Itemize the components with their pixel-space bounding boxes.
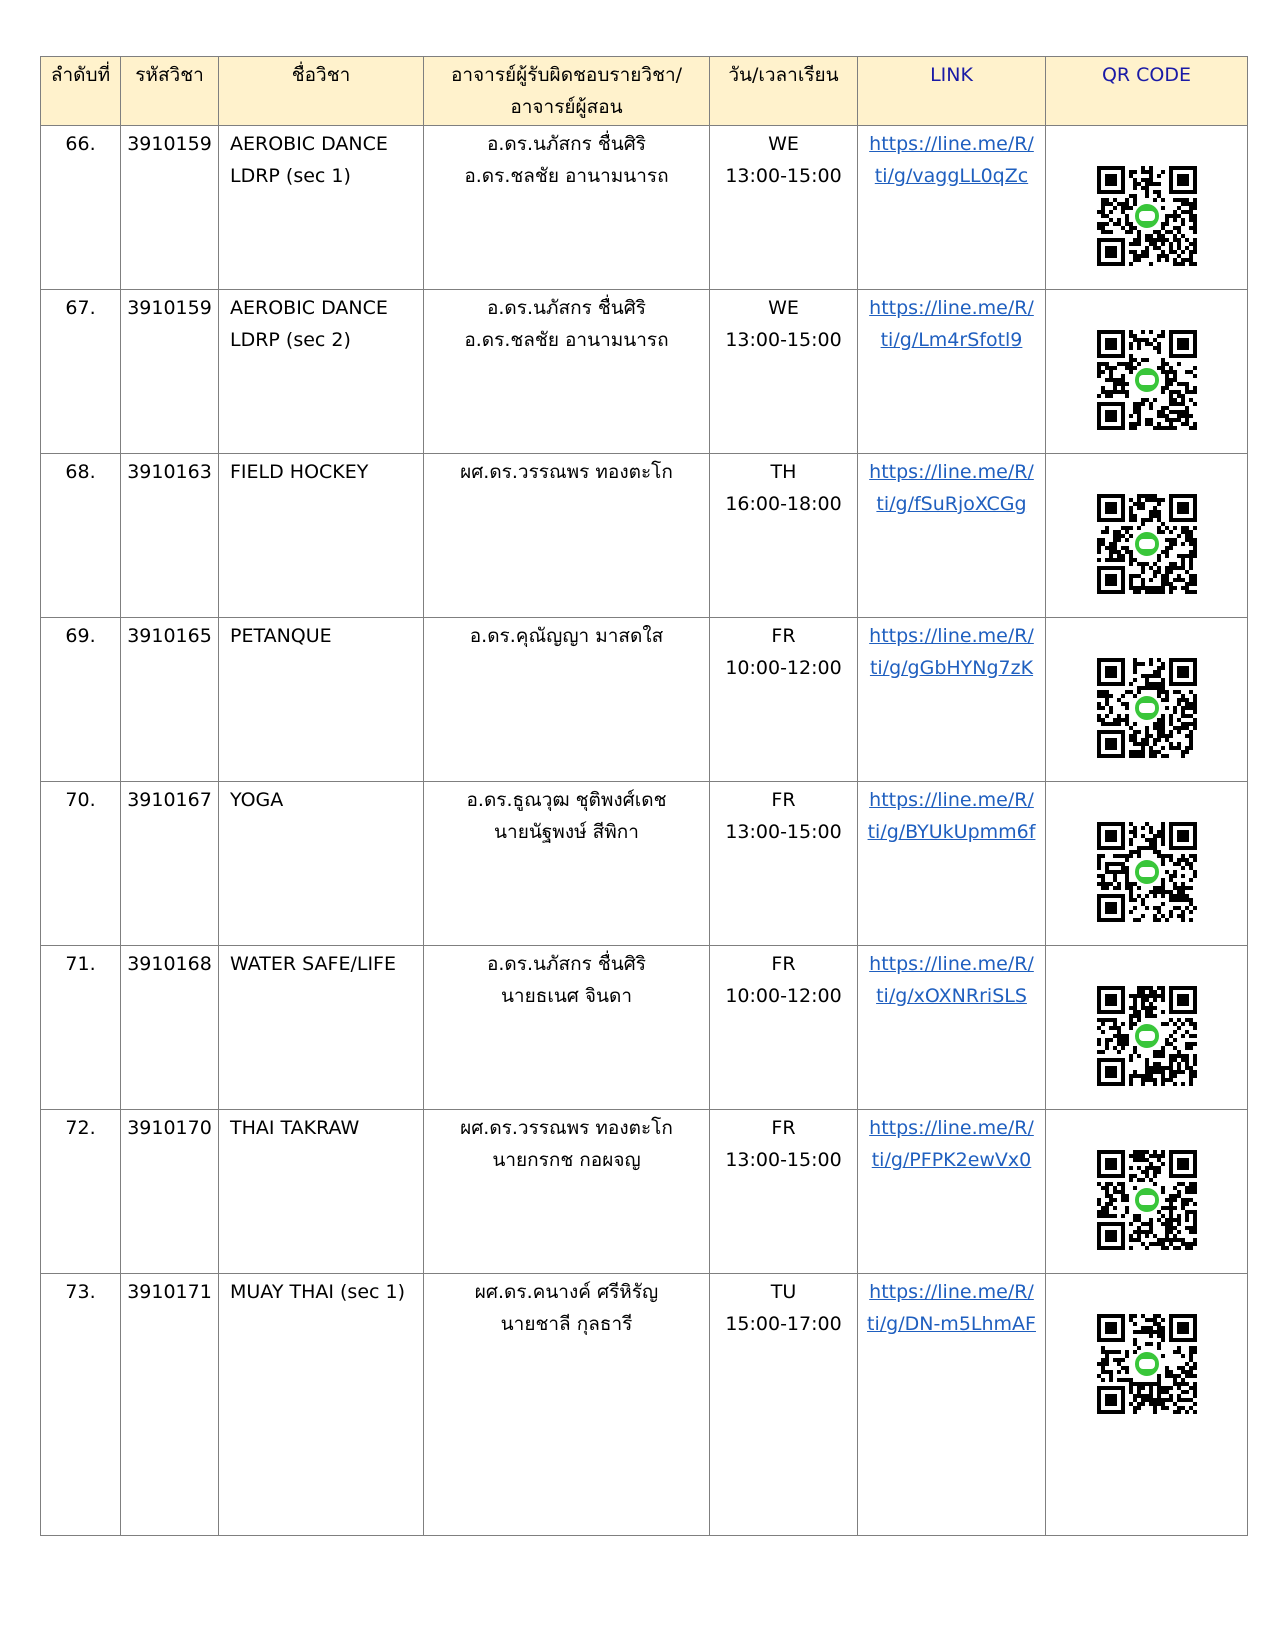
table-row bbox=[41, 618, 1248, 782]
instructor-1: อ.ดร.คุณัญญา มาสดใส bbox=[469, 625, 664, 647]
course-name-line1: FIELD HOCKEY bbox=[230, 461, 369, 483]
instructors bbox=[424, 782, 710, 946]
line-link[interactable] bbox=[858, 946, 1046, 1110]
schedule bbox=[710, 618, 858, 782]
schedule-time: 10:00-12:00 bbox=[725, 985, 842, 1007]
instructor-1: อ.ดร.นภัสกร ชื่นศิริ bbox=[486, 953, 647, 975]
header-row bbox=[41, 57, 1248, 126]
course-code: 3910159 bbox=[121, 126, 219, 290]
schedule bbox=[710, 946, 858, 1110]
course-name-line1: YOGA bbox=[230, 789, 284, 811]
qr-cell bbox=[1046, 1274, 1248, 1536]
course-name bbox=[219, 454, 424, 618]
header-instructor bbox=[424, 57, 710, 126]
line-link[interactable] bbox=[858, 1110, 1046, 1274]
course-name-line1: AEROBIC DANCE bbox=[230, 297, 388, 319]
instructor-1: ผศ.ดร.วรรณพร ทองตะโก bbox=[460, 461, 673, 483]
schedule-day: FR bbox=[771, 625, 796, 647]
table-row bbox=[41, 782, 1248, 946]
instructors bbox=[424, 290, 710, 454]
line-link[interactable] bbox=[858, 126, 1046, 290]
schedule-day: TU bbox=[770, 1281, 797, 1303]
course-code: 3910159 bbox=[121, 290, 219, 454]
instructor-2: อ.ดร.ชลชัย อานามนารถ bbox=[464, 329, 669, 351]
line-qr-code-icon bbox=[1095, 494, 1199, 598]
schedule-day: FR bbox=[771, 953, 796, 975]
schedule-time: 15:00-17:00 bbox=[725, 1313, 842, 1335]
schedule-day: FR bbox=[771, 1117, 796, 1139]
line-link[interactable] bbox=[858, 618, 1046, 782]
instructors bbox=[424, 1110, 710, 1274]
course-name bbox=[219, 618, 424, 782]
instructors bbox=[424, 1274, 710, 1536]
course-name-line2: LDRP (sec 1) bbox=[230, 165, 351, 187]
instructor-1: อ.ดร.นภัสกร ชื่นศิริ bbox=[486, 297, 647, 319]
line-link-part2[interactable]: ti/g/PFPK2ewVx0 bbox=[871, 1149, 1032, 1171]
instructors bbox=[424, 946, 710, 1110]
line-link-part1[interactable]: https://line.me/R/ bbox=[869, 789, 1034, 811]
instructor-2: อ.ดร.ชลชัย อานามนารถ bbox=[464, 165, 669, 187]
schedule-day: WE bbox=[768, 297, 799, 319]
qr-cell bbox=[1046, 618, 1248, 782]
instructor-2: นายชาลี กุลธารี bbox=[500, 1313, 633, 1335]
line-link-part2[interactable]: ti/g/fSuRjoXCGg bbox=[876, 493, 1027, 515]
header-instructor-line1: อาจารย์ผู้รับผิดชอบรายวิชา/ bbox=[450, 64, 683, 86]
line-qr-code-icon bbox=[1095, 822, 1199, 926]
qr-cell bbox=[1046, 1110, 1248, 1274]
instructor-2: นายธเนศ จินดา bbox=[500, 985, 633, 1007]
instructor-1: ผศ.ดร.วรรณพร ทองตะโก bbox=[460, 1117, 673, 1139]
line-qr-code-icon bbox=[1095, 986, 1199, 1090]
header-code: รหัสวิชา bbox=[121, 57, 219, 126]
course-name-line1: PETANQUE bbox=[230, 625, 332, 647]
course-name bbox=[219, 782, 424, 946]
schedule-time: 13:00-15:00 bbox=[725, 1149, 842, 1171]
schedule bbox=[710, 1274, 858, 1536]
row-number: 70. bbox=[41, 782, 121, 946]
header-link: LINK bbox=[858, 57, 1046, 126]
course-name bbox=[219, 1110, 424, 1274]
schedule bbox=[710, 1110, 858, 1274]
line-link[interactable] bbox=[858, 454, 1046, 618]
schedule-time: 13:00-15:00 bbox=[725, 821, 842, 843]
qr-cell bbox=[1046, 126, 1248, 290]
line-link-part1[interactable]: https://line.me/R/ bbox=[869, 1117, 1034, 1139]
course-name bbox=[219, 290, 424, 454]
line-link[interactable] bbox=[858, 1274, 1046, 1536]
table-row bbox=[41, 946, 1248, 1110]
header-time: วัน/เวลาเรียน bbox=[710, 57, 858, 126]
course-name bbox=[219, 1274, 424, 1536]
qr-cell bbox=[1046, 946, 1248, 1110]
table-row bbox=[41, 1110, 1248, 1274]
table-row bbox=[41, 1274, 1248, 1536]
row-number: 72. bbox=[41, 1110, 121, 1274]
table-row bbox=[41, 126, 1248, 290]
line-qr-code-icon bbox=[1095, 1150, 1199, 1254]
course-code: 3910163 bbox=[121, 454, 219, 618]
course-name bbox=[219, 946, 424, 1110]
header-name: ชื่อวิชา bbox=[219, 57, 424, 126]
schedule-day: TH bbox=[770, 461, 797, 483]
schedule-time: 13:00-15:00 bbox=[725, 165, 842, 187]
line-link-part2[interactable]: ti/g/xOXNRriSLS bbox=[876, 985, 1027, 1007]
course-name-line1: THAI TAKRAW bbox=[230, 1117, 360, 1139]
course-name-line1: WATER SAFE/LIFE bbox=[230, 953, 396, 975]
schedule-day: WE bbox=[768, 133, 799, 155]
instructors bbox=[424, 454, 710, 618]
instructors bbox=[424, 618, 710, 782]
course-name bbox=[219, 126, 424, 290]
line-link-part1[interactable]: https://line.me/R/ bbox=[869, 297, 1034, 319]
schedule bbox=[710, 126, 858, 290]
qr-cell bbox=[1046, 454, 1248, 618]
line-link[interactable] bbox=[858, 782, 1046, 946]
line-link-part1[interactable]: https://line.me/R/ bbox=[869, 625, 1034, 647]
table-row bbox=[41, 290, 1248, 454]
course-name-line1: AEROBIC DANCE bbox=[230, 133, 388, 155]
course-code: 3910167 bbox=[121, 782, 219, 946]
course-code: 3910171 bbox=[121, 1274, 219, 1536]
course-code: 3910170 bbox=[121, 1110, 219, 1274]
line-link-part1[interactable]: https://line.me/R/ bbox=[869, 1281, 1034, 1303]
course-code: 3910165 bbox=[121, 618, 219, 782]
instructor-1: อ.ดร.ธูณวุฒ ชุติพงศ์เดช bbox=[466, 789, 667, 811]
qr-cell bbox=[1046, 290, 1248, 454]
header-num: ลำดับที่ bbox=[41, 57, 121, 126]
instructor-2: นายกรกช กอผจญ bbox=[492, 1149, 641, 1171]
instructor-2: นายนัฐพงษ์ สีพิกา bbox=[494, 821, 639, 843]
qr-cell bbox=[1046, 782, 1248, 946]
line-link-part1[interactable]: https://line.me/R/ bbox=[869, 461, 1034, 483]
row-number: 66. bbox=[41, 126, 121, 290]
schedule bbox=[710, 782, 858, 946]
line-link-part1[interactable]: https://line.me/R/ bbox=[869, 953, 1034, 975]
row-number: 71. bbox=[41, 946, 121, 1110]
instructor-1: ผศ.ดร.คนางค์ ศรีหิรัญ bbox=[474, 1281, 659, 1303]
line-qr-code-icon bbox=[1095, 1314, 1199, 1418]
header-qr: QR CODE bbox=[1046, 57, 1248, 126]
line-link-part2[interactable]: ti/g/DN-m5LhmAF bbox=[867, 1313, 1036, 1335]
instructor-1: อ.ดร.นภัสกร ชื่นศิริ bbox=[486, 133, 647, 155]
line-link-part2[interactable]: ti/g/vaggLL0qZc bbox=[874, 165, 1029, 187]
course-name-line1: MUAY THAI (sec 1) bbox=[230, 1281, 405, 1303]
line-qr-code-icon bbox=[1095, 330, 1199, 434]
schedule-day: FR bbox=[771, 789, 796, 811]
line-link-part2[interactable]: ti/g/BYUkUpmm6f bbox=[867, 821, 1036, 843]
line-link[interactable] bbox=[858, 290, 1046, 454]
course-name-line2: LDRP (sec 2) bbox=[230, 329, 351, 351]
line-link-part2[interactable]: ti/g/gGbHYNg7zK bbox=[869, 657, 1034, 679]
row-number: 67. bbox=[41, 290, 121, 454]
line-link-part2[interactable]: ti/g/Lm4rSfotl9 bbox=[880, 329, 1023, 351]
row-number: 68. bbox=[41, 454, 121, 618]
schedule-time: 10:00-12:00 bbox=[725, 657, 842, 679]
row-number: 73. bbox=[41, 1274, 121, 1536]
schedule bbox=[710, 290, 858, 454]
instructors bbox=[424, 126, 710, 290]
schedule-time: 16:00-18:00 bbox=[725, 493, 842, 515]
course-code: 3910168 bbox=[121, 946, 219, 1110]
line-qr-code-icon bbox=[1095, 166, 1199, 270]
line-link-part1[interactable]: https://line.me/R/ bbox=[869, 133, 1034, 155]
row-number: 69. bbox=[41, 618, 121, 782]
schedule bbox=[710, 454, 858, 618]
line-qr-code-icon bbox=[1095, 658, 1199, 762]
course-table bbox=[40, 56, 1248, 1536]
header-instructor-line2: อาจารย์ผู้สอน bbox=[510, 96, 623, 118]
table-row bbox=[41, 454, 1248, 618]
schedule-time: 13:00-15:00 bbox=[725, 329, 842, 351]
